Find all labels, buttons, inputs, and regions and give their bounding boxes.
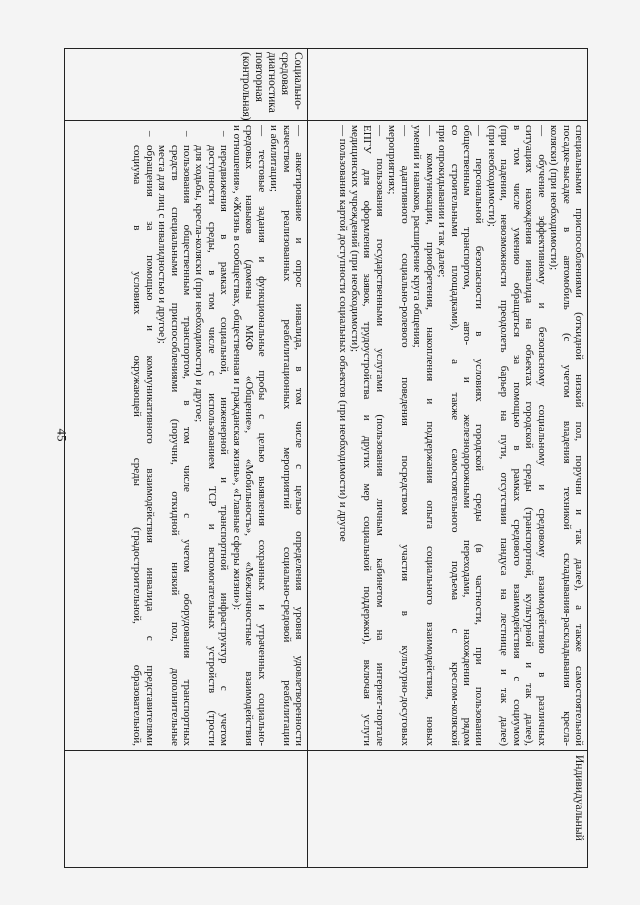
text-line: средовых навыков (домены МКФ «Общение», «Мобильность», «Межличностные взаимодействия — [243, 125, 256, 746]
content-cell — [65, 121, 307, 751]
text-line: — коммуникации, приобретения, накопления и поддержания опыта социального взаимодействия, новых — [423, 125, 436, 746]
text-line: ситуациях нахождения инвалида на объектах городской среды (транспортной, культурной и так далее), — [523, 125, 536, 746]
text-line: — анкетирование и опрос инвалида, в том числе с целью определения уровня удовлетворенности — [293, 125, 305, 746]
text-line: — пользования государственными услугами (пользования личным кабинетом на интернет-портале — [373, 125, 386, 746]
text-line: для ходьбы, кресла-коляски (при необходимости) и другое; — [193, 145, 206, 423]
text-line: доступности среды, в том числе с использованием ТСР и вспомогательных устройств (трости — [205, 145, 218, 746]
text-line: ЕПГУ для оформления заявок, трудоустройства и других мер социальной поддержки), включая услуги — [361, 125, 374, 746]
page-number: 45 — [54, 428, 69, 442]
text-line: места для лиц с инвалидностью и другое); — [156, 145, 169, 344]
text-line: и отношения», «Жизнь в сообществах, общественная и гражданская жизнь», «Главные сферы жизни»): — [230, 125, 243, 611]
text-line: — персональной безопасности в условиях городской среды (в частности, при пользовании — [473, 125, 486, 746]
text-line: в том числе умению обращаться за помощью в рамках средового взаимодействия с социумом — [510, 125, 523, 746]
text-line: (при необходимости); — [485, 125, 498, 227]
text-line: средств специальными приспособлениями (поручни, откидной низкий пол, дополнительные — [168, 145, 181, 746]
text-line: – обращения за помощью и коммуникативного взаимодействия инвалида с представителями — [143, 125, 155, 746]
text-line: умений и навыков, расширение круга общения; — [411, 125, 424, 348]
text-line: – передвижения в рамках социальной, инженерной и транспортной инфраструктур с учетом — [218, 125, 230, 746]
text-line: (при падении, невозможности преодолеть барьер на пути, отсутствии пандуса на лестнице и так далее) — [498, 125, 511, 746]
content-cell — [308, 121, 587, 751]
text-line: — пользования картой доступности социальных объектов (при необходимости) и другое — [336, 125, 349, 542]
text-line: медицинских учреждений (при необходимости); — [349, 125, 362, 353]
table-row — [65, 49, 307, 867]
text-line: общественным транспортом, авто- и железнодорожными переходами, нахождении рядом — [461, 125, 474, 746]
form-cell: Индивидуальный — [573, 755, 585, 841]
text-line: — обучение эффективному и безопасному социальному и средовому взаимодействию в различных — [535, 125, 548, 746]
text-line: — тестовые задания и функциональные пробы с целью выявления сохранных и утраченных социально- — [255, 125, 268, 746]
text-line: качеством реализованных реабилитационных мероприятий социально-средовой реабилитации — [280, 125, 293, 746]
stage-cell: Социально-средовая диагностика повторная (контрольная) — [65, 49, 307, 121]
text-line: при опрокидывании и так далее; — [436, 125, 449, 278]
text-line: со строительными площадками), а также самостоятельного подъема с креслом-коляской — [448, 125, 461, 746]
text-line: мероприятиях; — [386, 125, 399, 195]
rehabilitation-table — [64, 48, 588, 868]
text-line: социума в условиях окружающей среды (градостроительной, образовательной, — [131, 145, 144, 746]
stage-cell — [308, 49, 587, 121]
table-row — [307, 49, 587, 867]
text-line: — адаптивного социально-ролевого поведения посредством участия в культурно-досуговых — [398, 125, 411, 746]
text-line: и абилитации; — [268, 125, 281, 192]
text-line: – пользования общественным транспортом, в том числе с учетом оборудования транспортных — [181, 125, 193, 746]
text-line: коляски) (при необходимости); — [548, 125, 561, 271]
text-line: посадке-высадке в автомобиль (с учетом владения техникой складывания-раскладывания кресла- — [560, 125, 573, 746]
text-line: специальными приспособлениями (откидной низкий пол, поручни и так далее), а также самостоятельной — [573, 125, 585, 746]
form-cell — [65, 751, 307, 867]
